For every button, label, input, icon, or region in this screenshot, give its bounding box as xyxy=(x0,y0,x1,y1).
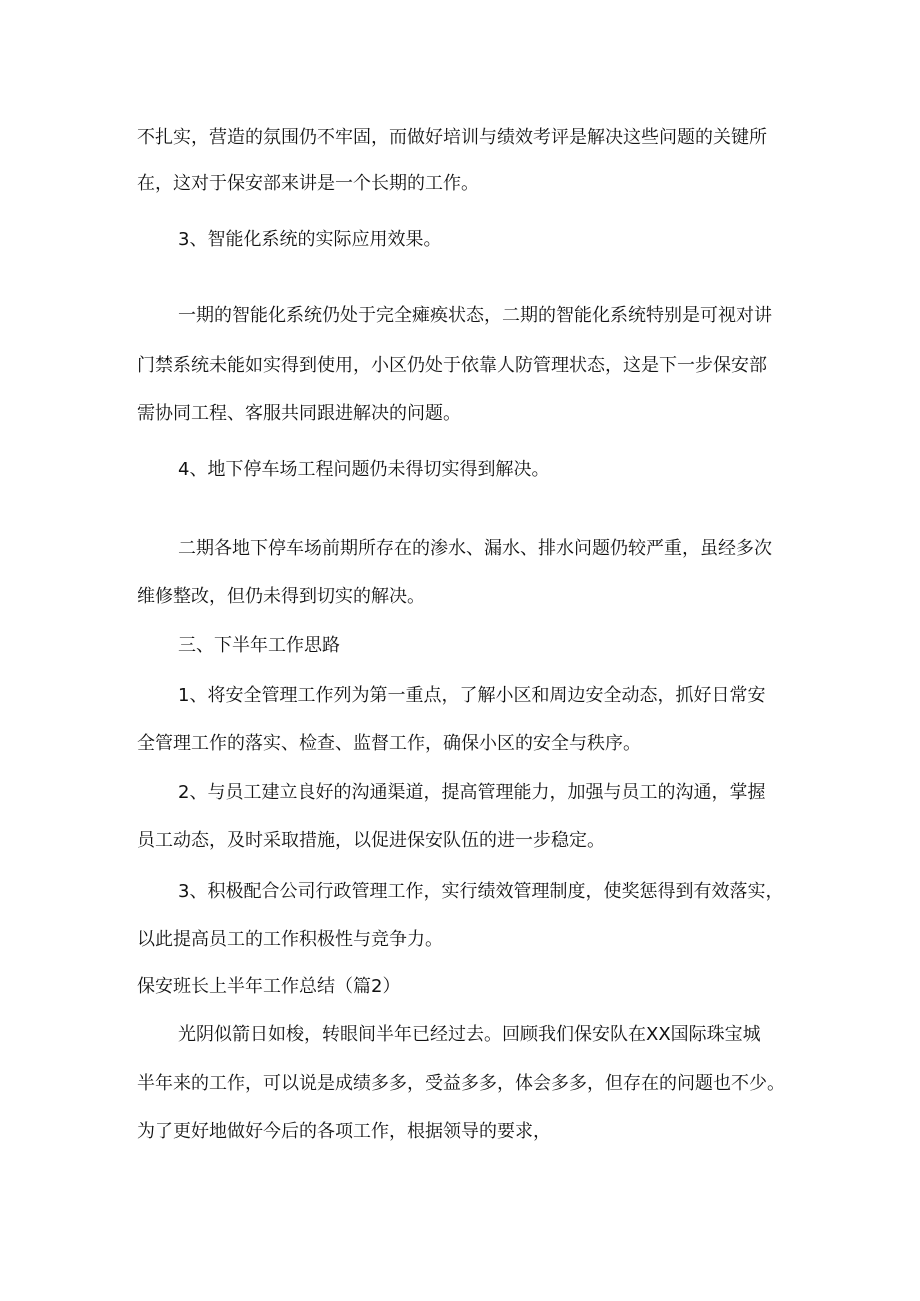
paragraph-line: 在，这对于保安部来讲是一个长期的工作。 xyxy=(137,173,479,194)
paragraph-line: 二期各地下停车场前期所存在的渗水、漏水、排水问题仍较严重，虽经多次 xyxy=(178,538,772,559)
paragraph-line: 不扎实，营造的氛围仍不牢固，而做好培训与绩效考评是解决这些问题的关键所 xyxy=(137,127,767,148)
paragraph-line: 以此提高员工的工作积极性与竞争力。 xyxy=(137,929,443,950)
paragraph-line: 一期的智能化系统仍处于完全瘫痪状态，二期的智能化系统特别是可视对讲 xyxy=(178,305,772,326)
paragraph-line: 需协同工程、客服共同跟进解决的问题。 xyxy=(137,403,461,424)
paragraph-line: 为了更好地做好今后的各项工作，根据领导的要求， xyxy=(137,1121,551,1142)
paragraph-line: 2、与员工建立良好的沟通渠道，提高管理能力，加强与员工的沟通，掌握 xyxy=(178,782,766,803)
section-heading: 三、下半年工作思路 xyxy=(178,635,340,656)
paragraph-line: 光阴似箭日如梭，转眼间半年已经过去。回顾我们保安队在XX国际珠宝城 xyxy=(178,1024,761,1045)
paragraph-line: 1、将安全管理工作列为第一重点，了解小区和周边安全动态，抓好日常安 xyxy=(178,685,766,706)
section-heading: 3、智能化系统的实际应用效果。 xyxy=(178,229,442,250)
section-heading: 4、地下停车场工程问题仍未得切实得到解决。 xyxy=(178,459,550,480)
document-subtitle: 保安班长上半年工作总结（篇2） xyxy=(137,976,401,997)
paragraph-line: 门禁系统未能如实得到使用，小区仍处于依靠人防管理状态，这是下一步保安部 xyxy=(137,355,767,376)
paragraph-line: 3、积极配合公司行政管理工作，实行绩效管理制度，使奖惩得到有效落实， xyxy=(178,881,784,902)
paragraph-line: 员工动态，及时采取措施，以促进保安队伍的进一步稳定。 xyxy=(137,830,605,851)
paragraph-line: 维修整改，但仍未得到切实的解决。 xyxy=(137,586,425,607)
paragraph-line: 全管理工作的落实、检查、监督工作，确保小区的安全与秩序。 xyxy=(137,733,641,754)
paragraph-line: 半年来的工作，可以说是成绩多多，受益多多，体会多多，但存在的问题也不少。 xyxy=(137,1073,785,1094)
